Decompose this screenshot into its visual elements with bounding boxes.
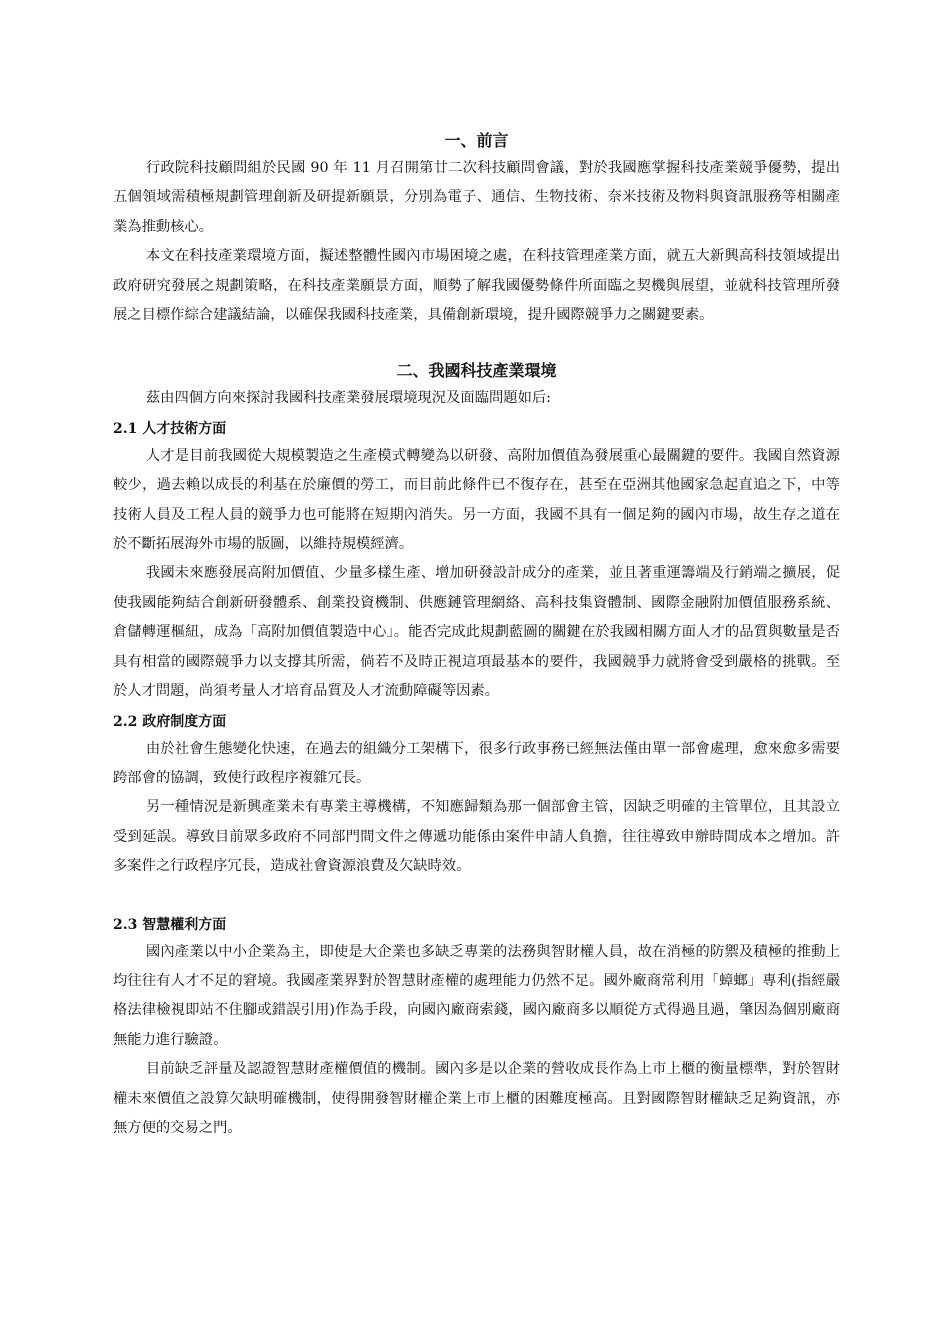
paragraph: 另一種情況是新興產業未有專業主導機構，不知應歸類為那一個部會主管，因缺乏明確的主管單位，且其設立受到延誤。導致目前眾多政府不同部門間文件之傳遞功能係由案件申請人負擔，往往導致申辦時間成本之增加。許多案件之行政程序冗長，造成社會資源浪費及欠缺時效。 xyxy=(113,799,840,875)
paragraph: 我國未來應發展高附加價值、少量多樣生產、增加研發設計成分的產業，並且著重運籌端及行銷端之擴展，促使我國能夠結合創新研發體系、創業投資機制、供應鏈管理網絡、高科技集資體制、國際金融附加價值服務系統、倉儲轉運樞紐，成為「高附加價值製造中心」。能否完成此規劃藍圖的關鍵在於我國相關方面人才的品質與數量是否具有相當的國際競爭力以支撐其所需，倘若不及時正視這項最基本的要件，我國競爭力就將會受到嚴格的挑戰。至於人才問題，尚須考量人才培育品質及人才流動障礙等因素。 xyxy=(113,565,840,700)
section-title-environment: 二、我國科技產業環境 xyxy=(396,361,557,381)
section-title-intro: 一、前言 xyxy=(444,131,509,150)
paragraph: 茲由四個方向來探討我國科技產業發展環境現況及面臨問題如后: xyxy=(145,390,552,407)
paragraph: 目前缺乏評量及認證智慧財產權價值的機制。國內多是以企業的營收成長作為上市上櫃的衡量標準，對於智財權未來價值之設算欠缺明確機制，使得開發智財權企業上市上櫃的困難度極高。且對國際智財權缺乏足夠資訊，亦無方便的交易之門。 xyxy=(113,1061,840,1136)
paragraph: 國內產業以中小企業為主，即使是大企業也多缺乏專業的法務與智財權人員，故在消極的防禦及積極的推動上均往往有人才不足的窘境。我國產業界對於智慧財產權的處理能力仍然不足。國外廠商常利用「蟑螂」專利(指經嚴格法律檢視即站不住腳或錯誤引用)作為手段，向國內廠商索錢，國內廠商多以順從方式得過且過，肇因為個別廠商無能力進行驗證。 xyxy=(113,943,840,1048)
paragraph: 本文在科技產業環境方面，擬述整體性國內市場困境之處，在科技管理產業方面，就五大新興高科技領域提出政府研究發展之規劃策略，在科技產業願景方面，順勢了解我國優勢條件所面臨之契機與展望，並就科技管理所發展之目標作綜合建議結論，以確保我國科技產業，具備創新環境，提升國際競爭力之關鍵要素。 xyxy=(113,248,840,324)
subsection-title-talent: 2.1 人才技術方面 xyxy=(113,420,227,437)
subsection-title-government: 2.2 政府制度方面 xyxy=(113,713,227,730)
subsection-title-ip: 2.3 智慧權利方面 xyxy=(113,916,227,933)
paragraph: 由於社會生態變化快速，在過去的組織分工架構下，很多行政事務已經無法僅由單一部會處理，愈來愈多需要跨部會的協調，致使行政程序複雜冗長。 xyxy=(113,740,840,786)
paragraph: 行政院科技顧問組於民國 90 年 11 月召開第廿二次科技顧問會議，對於我國應掌握科技產業競爭優勢，提出五個領域需積極規劃管理創新及研提新願景，分別為電子、通信、生物技術、奈米技術及物料與資訊服務等相關產業為推動核心。 xyxy=(113,160,840,235)
paragraph: 人才是目前我國從大規模製造之生產模式轉變為以研發、高附加價值為發展重心最關鍵的要件。我國自然資源較少，過去賴以成長的利基在於廉價的勞工，而目前此條件已不復存在，甚至在亞洲其他國家急起直追之下，中等技術人員及工程人員的競爭力也可能將在短期內消失。另一方面，我國不具有一個足夠的國內市場，故生存之道在於不斷拓展海外市場的版圖，以維持規模經濟。 xyxy=(113,447,840,553)
